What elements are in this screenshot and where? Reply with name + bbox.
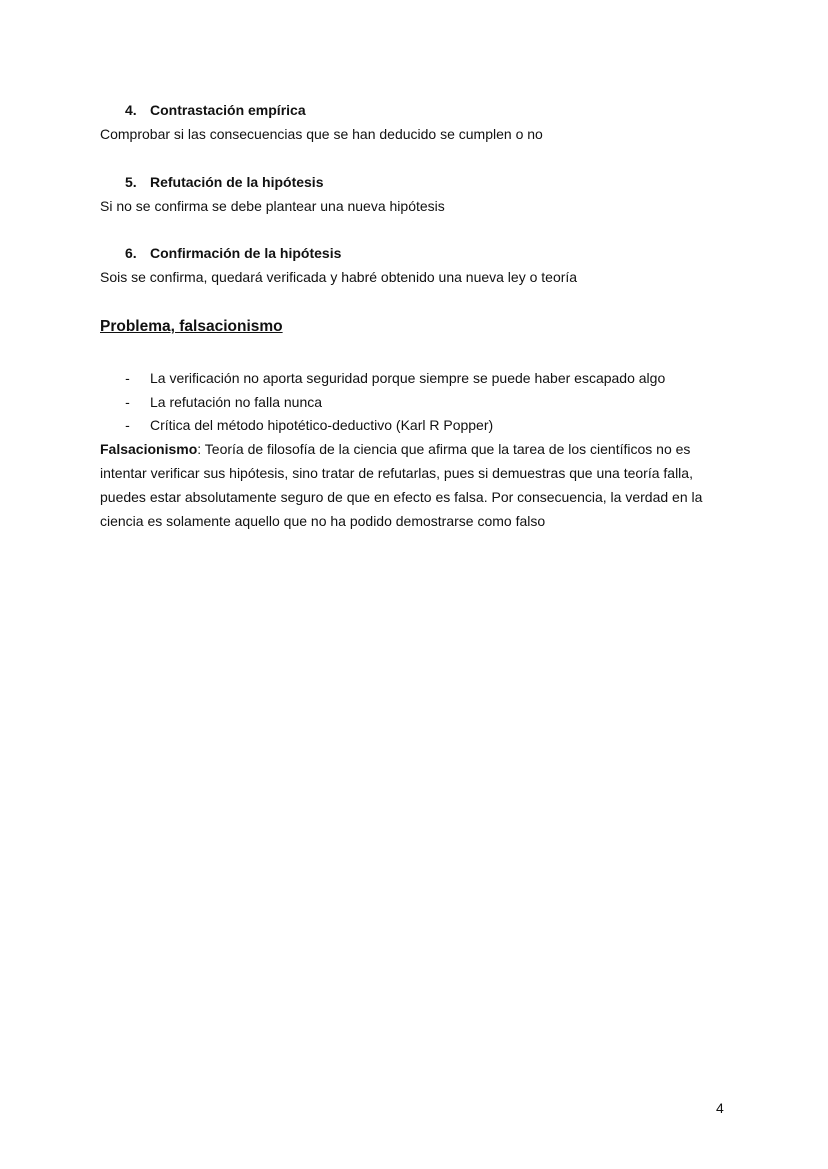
step-title: Confirmación de la hipótesis (150, 245, 342, 261)
list-item-text: Crítica del método hipotético-deductivo (Karl R Popper) (150, 417, 494, 433)
section-title: Problema, falsacionismo (100, 318, 283, 335)
list-item-text: La refutación no falla nunca (150, 393, 323, 410)
definition-term: Falsacionismo (100, 441, 198, 457)
step-4-heading (125, 101, 306, 119)
definition-paragraph (100, 437, 725, 533)
step-5-text: Si no se confirma se debe plantear una nueva hipótesis (100, 198, 445, 214)
bullet-list (100, 367, 665, 438)
definition-text: : Teoría de filosofía de la ciencia que afirma que la tarea de los científicos no es intentar verificar sus hipótesis, sino tratar de refutarlas, pues si demuestras que una teoría falla, puedes estar absolutamente seguro de que en efecto es falsa. Por consecuencia, la verdad en la ciencia es solamente aquello que no ha podido demostrarse como falso (100, 441, 703, 529)
step-number: 5. (125, 174, 137, 190)
step-6-text: Sois se confirma, quedará verificada y habré obtenido una nueva ley o teoría (100, 269, 578, 285)
step-5-heading (125, 173, 323, 191)
step-number: 4. (125, 102, 137, 118)
bullet-marker: - (125, 370, 130, 386)
list-item (100, 367, 665, 391)
list-item (100, 414, 665, 438)
bullet-marker: - (125, 393, 130, 410)
page-number: 4 (716, 1100, 724, 1116)
step-number: 6. (125, 245, 137, 261)
list-item-text: La verificación no aporta seguridad porque siempre se puede haber escapado algo (150, 370, 666, 386)
step-4-text: Comprobar si las consecuencias que se han deducido se cumplen o no (100, 126, 543, 142)
list-item (100, 391, 665, 415)
step-title: Refutación de la hipótesis (150, 174, 324, 190)
step-6-heading (125, 244, 341, 262)
step-title: Contrastación empírica (150, 102, 306, 118)
bullet-marker: - (125, 417, 130, 433)
